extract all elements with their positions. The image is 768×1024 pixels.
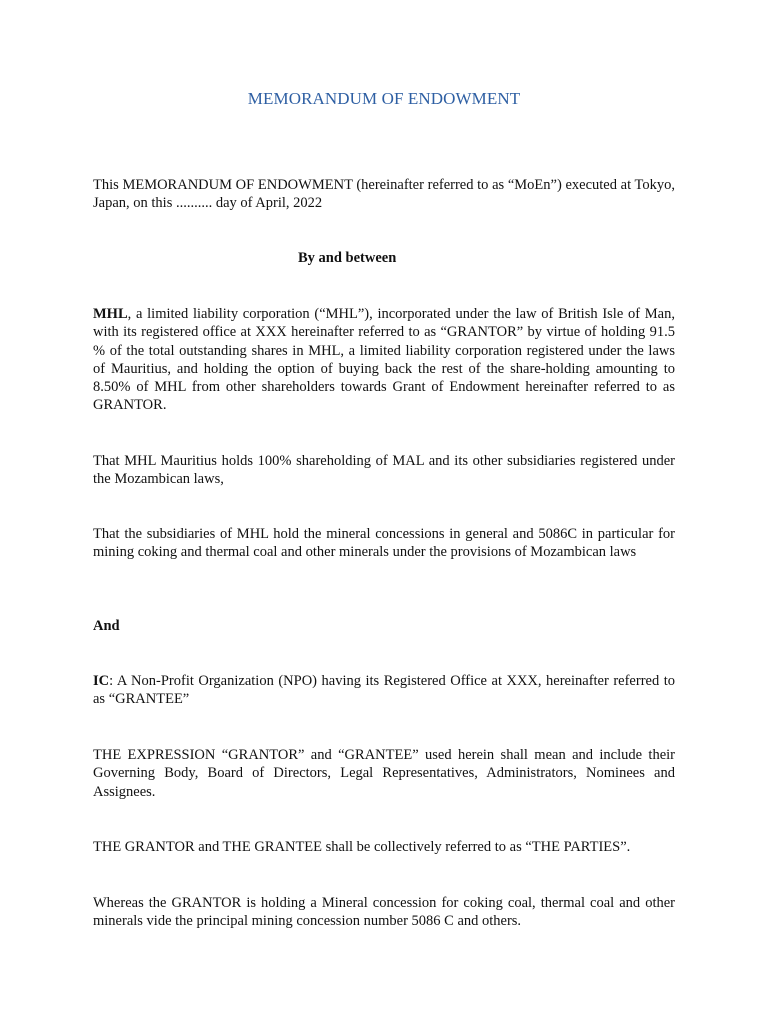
mhl-paragraph — [93, 305, 675, 415]
and-heading: And — [93, 618, 120, 634]
parties-paragraph: THE GRANTOR and THE GRANTEE shall be collectively referred to as “THE PARTIES”. — [93, 839, 631, 855]
mhl-lead: MHL — [93, 306, 128, 322]
ic-text: : A Non-Profit Organization (NPO) having its Registered Office at XXX, hereinafter referred to as “GRANTEE” — [93, 673, 675, 708]
document-title: MEMORANDUM OF ENDOWMENT — [247, 89, 521, 108]
mhl-text: , a limited liability corporation (“MHL”), incorporated under the law of British Isle of Man, with its registered office at XXX hereinafter referred to as “GRANTOR” by virtue of holding 91.5 % of the total outstanding shares in MHL, a limited liability corporation registered under the laws of Mauritius, and holding the option of buying back the rest of the share-holding amounting to 8.50% of MHL from other shareholders towards Grant of Endowment hereinafter referred to as GRANTOR. — [93, 306, 675, 414]
ic-paragraph — [93, 672, 675, 709]
expression-paragraph: THE EXPRESSION “GRANTOR” and “GRANTEE” used herein shall mean and include their Governing Body, Board of Directors, Legal Representatives, Administrators, Nominees and Assignees. — [93, 747, 675, 800]
mauritius-paragraph: That MHL Mauritius holds 100% shareholding of MAL and its other subsidiaries registered under the Mozambican laws, — [93, 453, 675, 488]
ic-lead: IC — [93, 673, 110, 689]
whereas-paragraph: Whereas the GRANTOR is holding a Mineral concession for coking coal, thermal coal and other minerals vide the principal mining concession number 5086 C and others. — [93, 895, 675, 930]
intro-paragraph: This MEMORANDUM OF ENDOWMENT (hereinafter referred to as “MoEn”) executed at Tokyo, Japan, on this .......... day of April, 2022 — [93, 177, 675, 212]
subsidiaries-paragraph: That the subsidiaries of MHL hold the mineral concessions in general and 5086C in particular for mining coking and thermal coal and other minerals under the provisions of Mozambican laws — [93, 526, 675, 561]
by-and-between-heading: By and between — [298, 250, 397, 266]
